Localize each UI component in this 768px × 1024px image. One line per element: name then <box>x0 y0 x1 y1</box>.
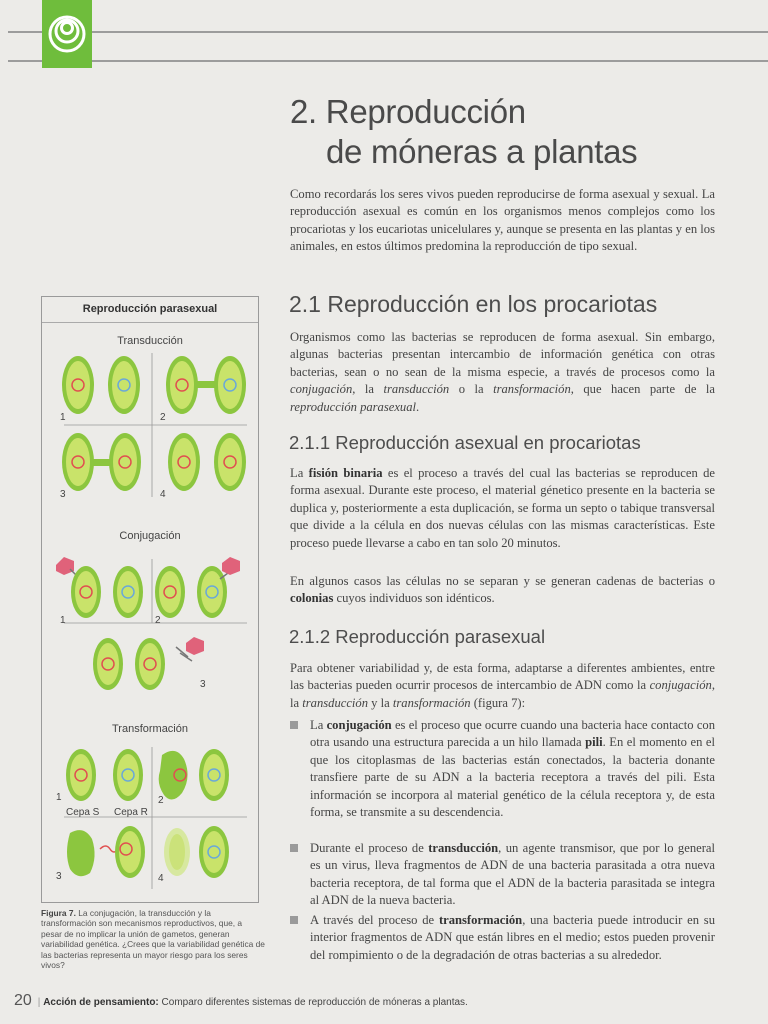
bullet-square-icon <box>290 844 298 852</box>
section-2-1-2-heading: 2.1.2 Reproducción parasexual <box>289 626 546 647</box>
section-2-1-paragraph: Organismos como las bacterias se reproducen de forma asexual. Sin embargo, algunas bacterias presentan intercambio de información genética con otras bacterias, sean o no sean de la misma especie, a través de procesos como la conjugación, la transducción o la transformación, que hacen parte de la reproducción parasexual. <box>290 330 715 414</box>
transduccion-num-2: 2 <box>160 412 166 423</box>
page-title <box>290 92 637 172</box>
section-2-1-1-heading: 2.1.1 Reproducción asexual en procariotas <box>289 432 641 453</box>
page-title-line2: de móneras a plantas <box>326 133 638 170</box>
bacterium-transformacion-4 <box>164 826 229 878</box>
transformacion-heading: Transformación <box>111 723 188 735</box>
page-footer: 20 | Acción de pensamiento: Comparo diferentes sistemas de reproducción de móneras a plantas. <box>14 992 468 1009</box>
page-title-line1: 2. Reproducción <box>290 93 526 130</box>
conjugacion-num-3: 3 <box>200 679 206 690</box>
section-2-1-1-paragraph2: En algunos casos las células no se separan y se generan cadenas de bacterias o colonias cuyos individuos son idénticos. <box>290 574 715 606</box>
conjugacion-num-1: 1 <box>60 615 66 626</box>
transformacion-num-1: 1 <box>56 792 62 803</box>
bacterium-conjugacion-2 <box>155 557 240 618</box>
bullet-square-icon <box>290 721 298 729</box>
bullet-transformacion: A través del proceso de transformación, una bacteria puede introducir en su interior fragmentos de ADN que están libres en el medio; estos pueden provenir del rompimiento o de la degradación de otras bacterias a su alrededor. <box>290 912 715 964</box>
transformacion-num-4: 4 <box>158 873 164 884</box>
page-number: 20 <box>14 992 32 1009</box>
figure-diagram <box>42 297 258 902</box>
bacterium-transduccion-4 <box>168 433 246 491</box>
bacterium-conjugacion-1 <box>56 557 143 618</box>
conjugacion-num-2: 2 <box>155 615 161 626</box>
header-rule-bottom <box>8 60 768 62</box>
bacterium-transformacion-3 <box>67 826 145 878</box>
footer-label: Acción de pensamiento: <box>43 997 159 1008</box>
figure-caption: Figura 7. La conjugación, la transducción y la transformación son mecanismos reproductivos, que, a pesar de no implicar la unión de gametos, generan variabilidad genética. ¿Crees que la variabilidad genética de las bacterias representa un mayor riesgo para los seres vivos? <box>41 908 265 971</box>
bacterium-transformacion-2 <box>159 749 229 801</box>
bacterium-transformacion-1 <box>66 749 143 801</box>
conjugacion-heading: Conjugación <box>119 530 181 542</box>
transformacion-num-3: 3 <box>56 871 62 882</box>
bullet-square-icon <box>290 916 298 924</box>
header-rule-top <box>8 31 768 33</box>
bacterium-conjugacion-3 <box>93 637 204 690</box>
chapter-tab <box>42 0 92 68</box>
cepa-r-label: Cepa R <box>114 807 148 818</box>
transduccion-num-1: 1 <box>60 412 66 423</box>
section-2-1-heading: 2.1 Reproducción en los procariotas <box>289 291 658 317</box>
section-2-1-1-paragraph1: La fisión binaria es el proceso a través del cual las bacterias se reproducen de forma asexual. Durante este proceso, el material génetico presente en la bacteria se duplica y, posteriormente a esta duplicación, se forma un septo o tabique transversal que divide a la célula en dos nuevas células con las mismas características. Este proceso puede llevarse a cabo en tan solo 20 minutos. <box>290 466 715 550</box>
transduccion-num-4: 4 <box>160 489 166 500</box>
intro-paragraph: Como recordarás los seres vivos pueden reproducirse de forma asexual y sexual. La reproducción asexual es común en los organismos menos complejos como los procariotas y los eucariotas unicelulares y, aunque se presenta en las plantas y en los animales, en estos últimos predomina la reproducción de tipo sexual. <box>290 187 715 254</box>
bacterium-transduccion-1b <box>108 356 140 414</box>
bacterium-transduccion-3 <box>62 433 141 491</box>
cepa-s-label: Cepa S <box>66 807 100 818</box>
transduccion-num-3: 3 <box>60 489 66 500</box>
bacterium-transduccion-1a <box>62 356 94 414</box>
spiral-logo-icon <box>47 14 87 54</box>
footer-text: Comparo diferentes sistemas de reproducción de móneras a plantas. <box>161 997 468 1008</box>
transformacion-num-2: 2 <box>158 795 164 806</box>
transduccion-heading: Transducción <box>117 335 183 347</box>
section-2-1-2-paragraph: Para obtener variabilidad y, de esta forma, adaptarse a diferentes ambientes, entre las bacterias pueden ocurrir procesos de intercambio de ADN como la conjugación, la transducción y la transformación (figura 7): <box>290 661 715 710</box>
figure-7-box <box>41 296 259 903</box>
bacterium-transduccion-2 <box>166 356 246 414</box>
bullet-conjugacion: La conjugación es el proceso que ocurre cuando una bacteria hace contacto con otra usando una estructura parecida a un hilo llamada pili. En el momento en el que los citoplasmas de las bacterias están conectados, la bacteria donante transfiere parte de su ADN a la bacteria receptora a través del pili. Esta información se incorpora al material genético de la célula receptora y, de esta forma, se transmite a su descendencia. <box>290 717 715 821</box>
figure-title: Reproducción parasexual <box>82 303 218 315</box>
bullet-transduccion: Durante el proceso de transducción, un agente transmisor, que por lo general es un virus, lleva fragmentos de ADN de una bacteria parasitada a otra nueva bacteria receptora, de tal forma que el ADN de la bacteria parasitada se integra al ADN de la nueva bacteria. <box>290 840 715 910</box>
